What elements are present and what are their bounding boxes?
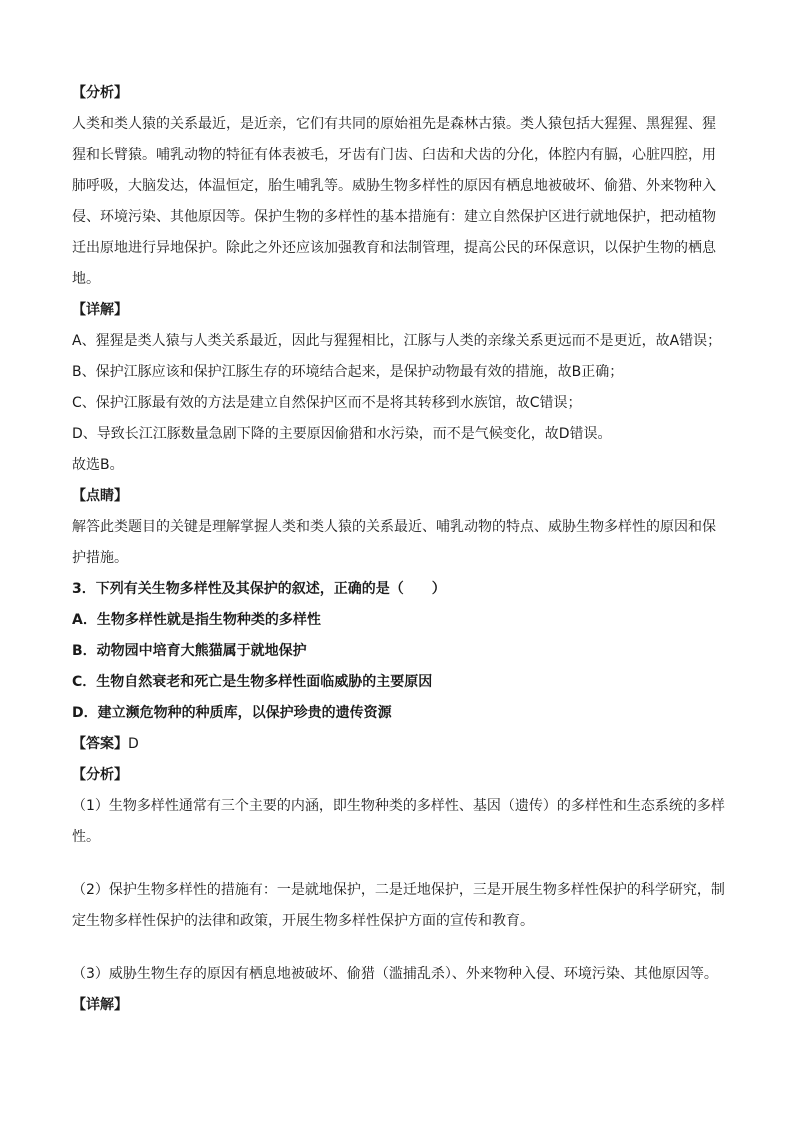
paragraph-gap: [72, 937, 722, 959]
option-c: C．生物自然衰老和死亡是生物多样性面临威胁的主要原因: [72, 674, 433, 690]
analysis-line: 人类和类人猿的关系最近，是近亲，它们有共同的原始祖先是森林古猿。类人猿包括大猩猩、黑猩猩、猩: [72, 116, 716, 132]
answer-value: D: [128, 736, 139, 752]
option-d: D．建立濒危物种的种质库，以保护珍贵的遗传资源: [72, 705, 392, 721]
analysis-line: 地。: [72, 271, 100, 287]
point3-line: （3）威胁生物生存的原因有栖息地被破坏、偷猎（滥捕乱杀）、外来物种入侵、环境污染、其他原因等。: [72, 966, 718, 982]
tip-heading: 【点睛】: [72, 488, 128, 504]
point2-line: （2）保护生物多样性的措施有：一是就地保护，二是迁地保护，三是开展生物多样性保护的科学研究，制: [72, 882, 725, 898]
detail-line: C、保护江豚最有效的方法是建立自然保护区而不是将其转移到水族馆，故C错误；: [72, 395, 582, 411]
option-a: A．生物多样性就是指生物种类的多样性: [72, 612, 321, 628]
tip-line: 护措施。: [72, 550, 128, 566]
analysis-heading: 【分析】: [72, 85, 128, 101]
paragraph-gap: [72, 853, 722, 875]
detail-line: B、保护江豚应该和保护江豚生存的环境结合起来，是保护动物最有效的措施，故B正确；: [72, 364, 624, 380]
point1-line: 性。: [72, 829, 100, 845]
answer-line: [72, 729, 722, 760]
answer-label: 【答案】: [72, 736, 128, 752]
detail-line: A、猩猩是类人猿与人类关系最近，因此与猩猩相比，江豚与人类的亲缘关系更远而不是更近，故A错误；: [72, 333, 722, 349]
analysis-line: 侵、环境污染、其他原因等。保护生物的多样性的基本措施有：建立自然保护区进行就地保护，把动植物: [72, 209, 716, 225]
point2-line: 定生物多样性保护的法律和政策，开展生物多样性保护方面的宣传和教育。: [72, 913, 534, 929]
detail-heading: 【详解】: [72, 302, 128, 318]
question-stem: 3．下列有关生物多样性及其保护的叙述，正确的是（ ）: [72, 581, 446, 597]
q3-detail-heading: 【详解】: [72, 997, 128, 1013]
tip-line: 解答此类题目的关键是理解掌握人类和类人猿的关系最近、哺乳动物的特点、威胁生物多样性的原因和保: [72, 519, 716, 535]
point1-line: （1）生物多样性通常有三个主要的内涵，即生物种类的多样性、基因（遗传）的多样性和生态系统的多样: [72, 798, 725, 814]
analysis-line: 迁出原地进行异地保护。除此之外还应该加强教育和法制管理，提高公民的环保意识，以保护生物的栖息: [72, 240, 716, 256]
document-page: [72, 78, 725, 1021]
option-b: B．动物园中培育大熊猫属于就地保护: [72, 643, 307, 659]
analysis-line: 肺呼吸，大脑发达，体温恒定，胎生哺乳等。威胁生物多样性的原因有栖息地被破坏、偷猎、外来物种入: [72, 178, 716, 194]
detail-line: D、导致长江江豚数量急剧下降的主要原因偷猎和水污染，而不是气候变化，故D错误。: [72, 426, 612, 442]
analysis-line: 猩和长臂猿。哺乳动物的特征有体表被毛，牙齿有门齿、臼齿和犬齿的分化，体腔内有膈，心脏四腔，用: [72, 147, 716, 163]
detail-line: 故选B。: [72, 457, 124, 473]
q3-analysis-heading: 【分析】: [72, 767, 128, 783]
